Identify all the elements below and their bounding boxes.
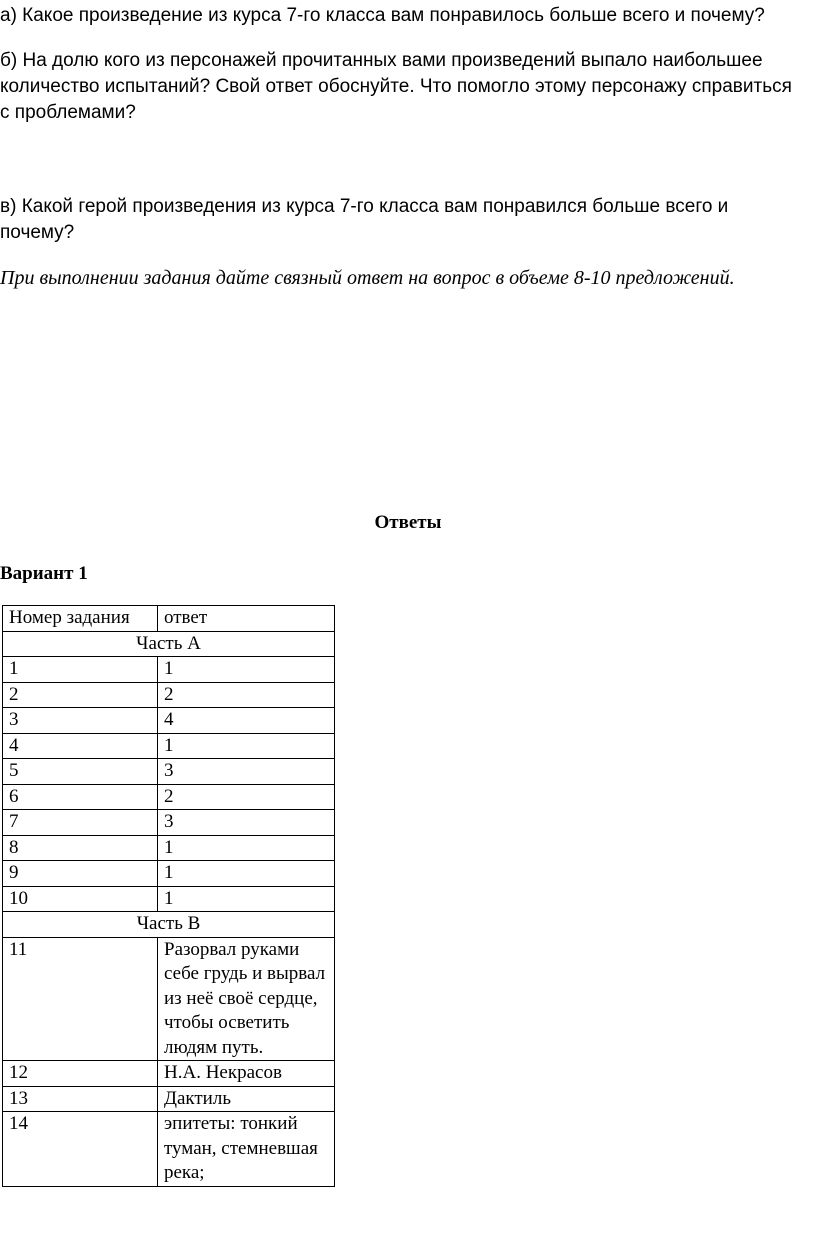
question-b-line: с проблемами? xyxy=(0,102,136,123)
question-b xyxy=(0,48,812,126)
task-number-cell: 5 xyxy=(3,759,158,785)
answer-cell: 4 xyxy=(158,708,335,734)
variant-heading: Вариант 1 xyxy=(0,563,88,584)
table-row xyxy=(3,835,335,861)
table-row xyxy=(3,1112,335,1187)
answer-cell: 1 xyxy=(158,733,335,759)
task-number-cell: 1 xyxy=(3,657,158,683)
task-number-cell: 14 xyxy=(3,1112,158,1187)
section-label: Часть В xyxy=(3,912,335,938)
task-number-cell: 10 xyxy=(3,886,158,912)
header-answer: ответ xyxy=(158,606,335,632)
instruction-text: При выполнении задания дайте связный ответ на вопрос в объеме 8-10 предложений. xyxy=(0,267,735,289)
answers-table-body xyxy=(3,606,335,1187)
task-number-cell: 4 xyxy=(3,733,158,759)
header-task-number: Номер задания xyxy=(3,606,158,632)
question-v-line: почему? xyxy=(0,222,75,243)
answer-cell: 1 xyxy=(158,835,335,861)
task-number-cell: 11 xyxy=(3,937,158,1061)
task-number-cell: 7 xyxy=(3,810,158,836)
question-v-line: в) Какой герой произведения из курса 7-го класса вам понравился больше всего и xyxy=(0,196,729,217)
answer-cell: 2 xyxy=(158,682,335,708)
answer-cell: Разорвал руками себе грудь и вырвал из неё своё сердце, чтобы осветить людям путь. xyxy=(158,937,335,1061)
answers-table xyxy=(2,605,335,1187)
task-number-cell: 8 xyxy=(3,835,158,861)
answers-heading: Ответы xyxy=(374,512,442,533)
table-row xyxy=(3,1086,335,1112)
table-row xyxy=(3,886,335,912)
question-b-line: количество испытаний? Свой ответ обоснуйте. Что помогло этому персонажу справиться xyxy=(0,76,792,97)
answer-cell: 3 xyxy=(158,810,335,836)
answer-cell: 1 xyxy=(158,861,335,887)
section-label: Часть А xyxy=(3,631,335,657)
table-row xyxy=(3,657,335,683)
table-row xyxy=(3,810,335,836)
table-row xyxy=(3,1061,335,1087)
table-row xyxy=(3,937,335,1061)
answer-cell: эпитеты: тонкий туман, стемневшая река; xyxy=(158,1112,335,1187)
question-v xyxy=(0,194,812,246)
table-row xyxy=(3,682,335,708)
table-row xyxy=(3,861,335,887)
task-number-cell: 3 xyxy=(3,708,158,734)
table-row xyxy=(3,708,335,734)
table-row xyxy=(3,784,335,810)
question-b-line: б) На долю кого из персонажей прочитанных вами произведений выпало наибольшее xyxy=(0,50,763,71)
answer-cell: 1 xyxy=(158,886,335,912)
table-header-row xyxy=(3,606,335,632)
answer-cell: 3 xyxy=(158,759,335,785)
table-section-row xyxy=(3,631,335,657)
table-row xyxy=(3,759,335,785)
task-number-cell: 12 xyxy=(3,1061,158,1087)
task-number-cell: 13 xyxy=(3,1086,158,1112)
answer-cell: Н.А. Некрасов xyxy=(158,1061,335,1087)
table-section-row xyxy=(3,912,335,938)
answer-cell: Дактиль xyxy=(158,1086,335,1112)
task-number-cell: 9 xyxy=(3,861,158,887)
task-number-cell: 2 xyxy=(3,682,158,708)
answer-cell: 1 xyxy=(158,657,335,683)
answer-cell: 2 xyxy=(158,784,335,810)
task-number-cell: 6 xyxy=(3,784,158,810)
table-row xyxy=(3,733,335,759)
question-a: а) Какое произведение из курса 7-го класса вам понравилось больше всего и почему? xyxy=(0,5,765,26)
